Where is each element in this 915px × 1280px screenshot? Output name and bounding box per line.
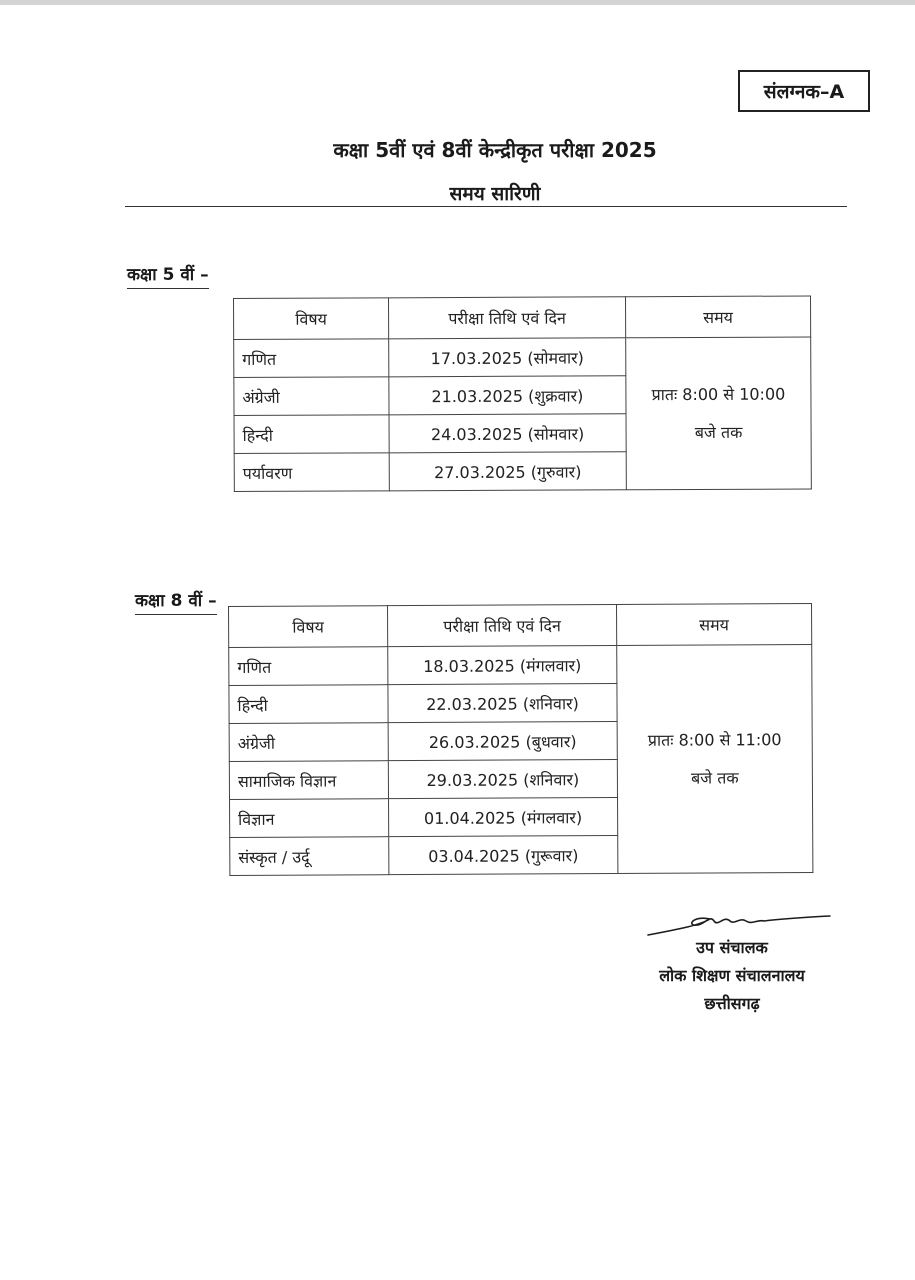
header-date: परीक्षा तिथि एवं दिन [389,297,626,339]
date-cell: 21.03.2025 (शुक्रवार) [389,376,626,415]
header-time: समय [616,603,811,645]
document-subtitle: समय सारिणी [449,183,541,205]
time-cell [626,337,812,490]
subject-cell: हिन्दी [234,415,389,454]
subject-cell: अंग्रेजी [229,723,388,762]
time-line: बजे तक [694,422,743,442]
date-cell: 27.03.2025 (गुरुवार) [389,452,626,491]
time-line: प्रातः 8:00 से 11:00 [647,729,782,750]
date-cell: 03.04.2025 (गुरूवार) [389,835,618,874]
date-cell: 18.03.2025 (मंगलवार) [388,645,617,684]
class8-heading: कक्षा 8 वीं – [135,588,217,615]
top-border-strip [0,0,915,5]
subject-cell: पर्यावरण [234,453,389,492]
class5-heading: कक्षा 5 वीं – [127,262,209,289]
annexure-label: संलग्नक–A [738,70,870,112]
document-title: कक्षा 5वीं एवं 8वीं केन्द्रीकृत परीक्षा 2025 [333,138,657,162]
signatory-designation: उप संचालक [696,938,768,957]
date-cell: 01.04.2025 (मंगलवार) [389,797,618,836]
table-header-row [229,603,812,647]
signatory-state: छत्तीसगढ़ [704,994,760,1013]
subject-cell: सामाजिक विज्ञान [229,761,388,800]
class5-timetable [233,295,812,492]
signatory-block [632,934,832,1018]
table-header-row [234,296,811,340]
date-cell: 24.03.2025 (सोमवार) [389,414,626,453]
header-subject: विषय [229,606,388,648]
subject-cell: संस्कृत / उर्दू [230,837,389,876]
date-cell: 26.03.2025 (बुधवार) [388,721,617,760]
time-cell [617,644,813,873]
date-cell: 17.03.2025 (सोमवार) [389,338,626,377]
subject-cell: विज्ञान [230,799,389,838]
subject-cell: गणित [234,339,389,378]
subject-cell: हिन्दी [229,685,388,724]
header-time: समय [625,296,810,338]
time-line: प्रातः 8:00 से 10:00 [651,384,786,404]
subject-cell: अंग्रेजी [234,377,389,416]
subject-cell: गणित [229,647,388,686]
table-row [234,337,811,378]
signatory-office: लोक शिक्षण संचालनालय [659,966,805,985]
class8-timetable [228,603,813,876]
header-subject: विषय [234,298,389,340]
time-line: बजे तक [691,767,739,788]
header-date: परीक्षा तिथि एवं दिन [388,604,617,646]
title-divider [125,206,847,207]
date-cell: 22.03.2025 (शनिवार) [388,683,617,722]
table-row [229,644,812,685]
date-cell: 29.03.2025 (शनिवार) [388,759,617,798]
